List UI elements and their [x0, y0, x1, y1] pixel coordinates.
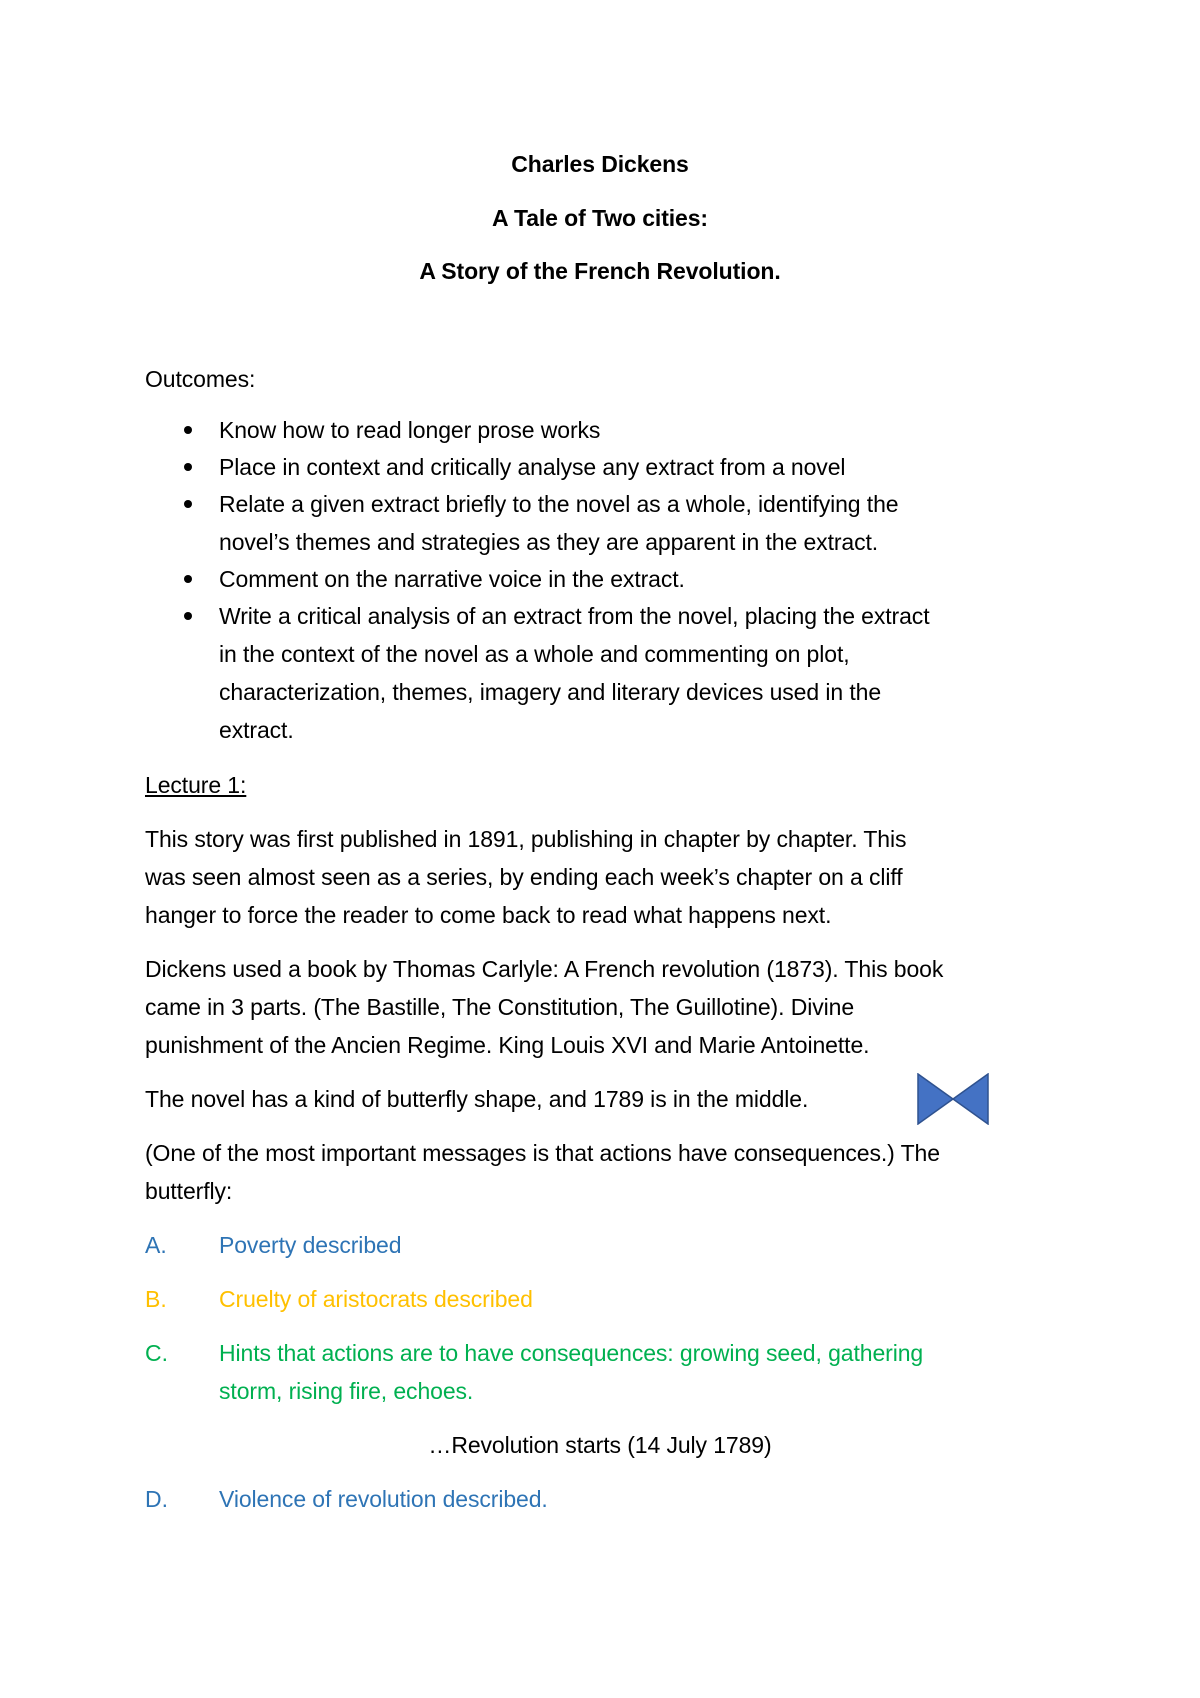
list-item-a: Poverty described — [219, 1232, 402, 1258]
lecture-para-2-line-2: came in 3 parts. (The Bastille, The Constitution, The Guillotine). Divine — [145, 994, 855, 1020]
outcome-item-5-line-3: characterization, themes, imagery and literary devices used in the — [219, 679, 882, 705]
lecture-para-2-line-1: Dickens used a book by Thomas Carlyle: A French revolution (1873). This book — [145, 956, 944, 982]
outcome-item-1: Know how to read longer prose works — [219, 417, 601, 443]
list-item-c-line-1: Hints that actions are to have consequences: growing seed, gathering — [219, 1340, 924, 1366]
author-heading: Charles Dickens — [511, 151, 689, 177]
bullet-icon — [184, 575, 192, 583]
list-letter-d: D. — [145, 1486, 168, 1512]
lecture-para-1-line-1: This story was first published in 1891, publishing in chapter by chapter. This — [145, 826, 907, 852]
bullet-icon — [184, 612, 192, 620]
lecture-para-4-line-1: (One of the most important messages is that actions have consequences.) The — [145, 1140, 940, 1166]
bullet-icon — [184, 426, 192, 434]
outcomes-heading: Outcomes: — [145, 366, 256, 392]
list-item-c-line-2: storm, rising fire, echoes. — [219, 1378, 474, 1404]
bullet-icon — [184, 463, 192, 471]
outcome-item-5-line-4: extract. — [219, 717, 294, 743]
book-subtitle: A Story of the French Revolution. — [419, 258, 781, 284]
list-letter-a: A. — [145, 1232, 167, 1258]
lecture-para-4-line-2: butterfly: — [145, 1178, 233, 1204]
revolution-note: …Revolution starts (14 July 1789) — [428, 1432, 772, 1458]
list-letter-b: B. — [145, 1286, 167, 1312]
list-item-d: Violence of revolution described. — [219, 1486, 548, 1512]
lecture-para-1-line-2: was seen almost seen as a series, by ending each week’s chapter on a cliff — [145, 864, 903, 890]
outcome-item-3-line-2: novel’s themes and strategies as they are apparent in the extract. — [219, 529, 879, 555]
outcome-item-3-line-1: Relate a given extract briefly to the novel as a whole, identifying the — [219, 491, 899, 517]
outcome-item-5-line-1: Write a critical analysis of an extract from the novel, placing the extract — [219, 603, 930, 629]
list-item-b: Cruelty of aristocrats described — [219, 1286, 533, 1312]
outcome-item-5-line-2: in the context of the novel as a whole and commenting on plot, — [219, 641, 850, 667]
list-letter-c: C. — [145, 1340, 168, 1366]
bowtie-shape-icon — [917, 1073, 989, 1125]
bullet-icon — [184, 500, 192, 508]
lecture-heading: Lecture 1: — [145, 772, 247, 798]
lecture-para-2-line-3: punishment of the Ancien Regime. King Louis XVI and Marie Antoinette. — [145, 1032, 870, 1058]
outcome-item-2: Place in context and critically analyse any extract from a novel — [219, 454, 846, 480]
lecture-para-1-line-3: hanger to force the reader to come back to read what happens next. — [145, 902, 832, 928]
lecture-para-3: The novel has a kind of butterfly shape, and 1789 is in the middle. — [145, 1086, 809, 1112]
outcome-item-4: Comment on the narrative voice in the extract. — [219, 566, 685, 592]
book-title: A Tale of Two cities: — [492, 205, 708, 231]
